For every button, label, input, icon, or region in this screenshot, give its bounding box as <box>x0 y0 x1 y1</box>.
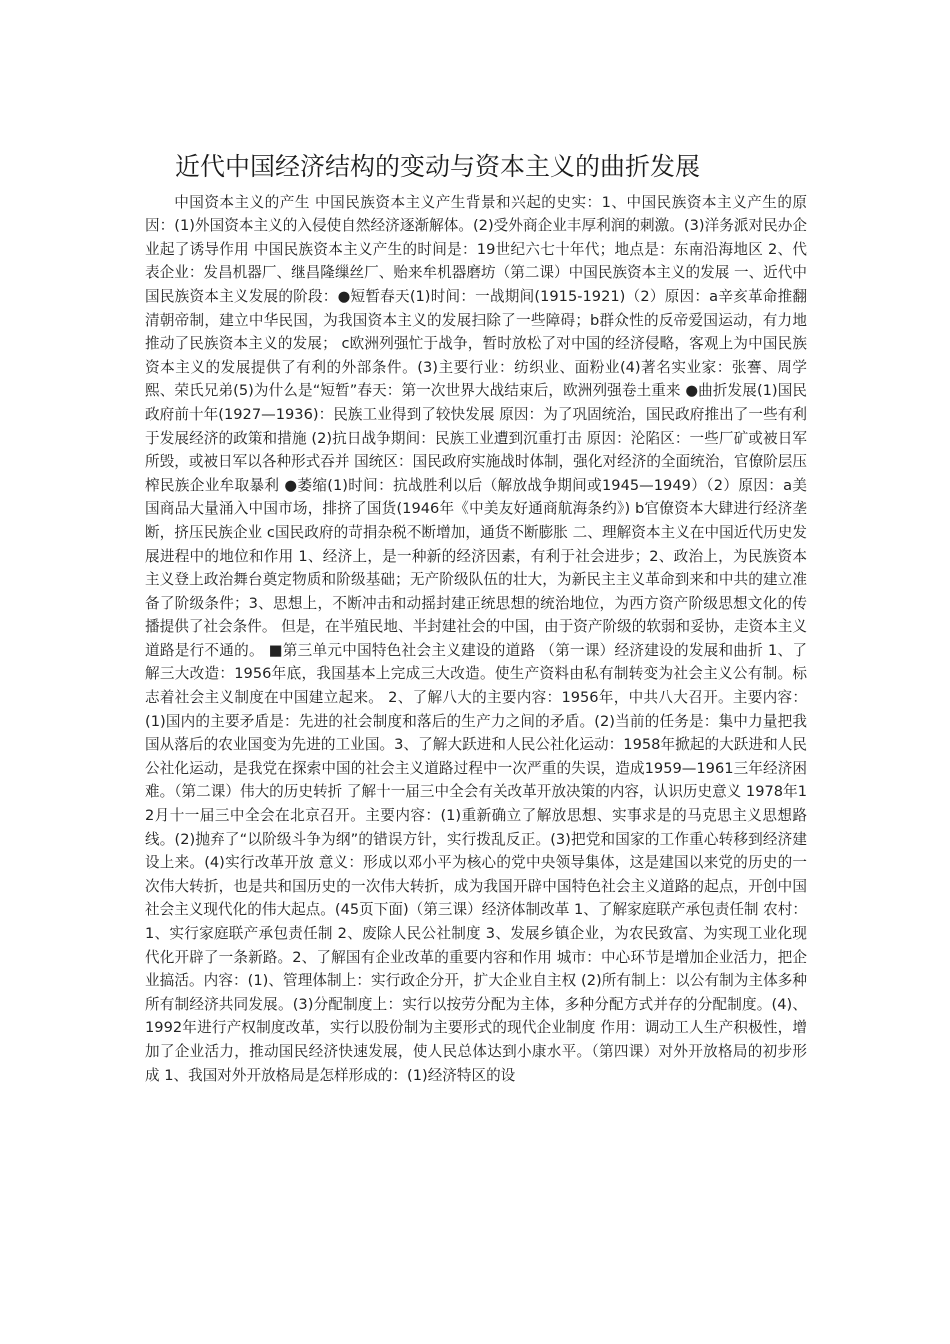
document-title: 近代中国经济结构的变动与资本主义的曲折发展 <box>175 151 701 181</box>
document-body-paragraph: 中国资本主义的产生 中国民族资本主义产生背景和兴起的史实：1、中国民族资本主义产生的原因：(1)外国资本主义的入侵使自然经济逐渐解体。(2)受外商企业丰厚利润的刺激。(3)洋务派对民办企业起了诱导作用 中国民族资本主义产生的时间是：19世纪六七十年代；地点是：东南沿海地区 2、代表企业：发昌机器厂、继昌隆缫丝厂、贻来牟机器磨坊（第二课）中国民族资本主义的发展 一、近代中国民族资本主义发展的阶段：●短暂春天(1)时间：一战期间(1915-1921)（2）原因：a辛亥革命推翻清朝帝制，建立中华民国，为我国资本主义的发展扫除了一些障碍；b群众性的反帝爱国运动，有力地推动了民族资本主义的发展； c欧洲列强忙于战争，暂时放松了对中国的经济侵略，客观上为中国民族资本主义的发展提供了有利的外部条件。(3)主要行业：纺织业、面粉业(4)著名实业家：张謇、周学熙、荣氏兄弟(5)为什么是“短暂”春天：第一次世界大战结束后，欧洲列强卷土重来 ●曲折发展(1)国民政府前十年(1927—1936)：民族工业得到了较快发展 原因：为了巩固统治，国民政府推出了一些有利于发展经济的政策和措施 (2)抗日战争期间：民族工业遭到沉重打击 原因：沦陷区：一些厂矿或被日军所毁，或被日军以各种形式吞并 国统区：国民政府实施战时体制，强化对经济的全面统治，官僚阶层压榨民族企业牟取暴利 ●萎缩(1)时间：抗战胜利以后（解放战争期间或1945—1949）（2）原因：a美国商品大量涌入中国市场，排挤了国货(1946年《中美友好通商航海条约》) b官僚资本大肆进行经济垄断，挤压民族企业 c国民政府的苛捐杂税不断增加，通货不断膨胀 二、理解资本主义在中国近代历史发展进程中的地位和作用 1、经济上，是一种新的经济因素，有利于社会进步；2、政治上，为民族资本主义登上政治舞台奠定物质和阶级基础；无产阶级队伍的壮大，为新民主主义革命到来和中共的建立准备了阶级条件；3、思想上，不断冲击和动摇封建正统思想的统治地位，为西方资产阶级思想文化的传播提供了社会条件。 但是，在半殖民地、半封建社会的中国，由于资产阶级的软弱和妥协，走资本主义道路是行不通的。 ■第三单元中国特色社会主义建设的道路 （第一课）经济建设的发展和曲折 1、了解三大改造：1956年底，我国基本上完成三大改造。使生产资料由私有制转变为社会主义公有制。标志着社会主义制度在中国建立起来。 2、了解八大的主要内容：1956年，中共八大召开。主要内容：(1)国内的主要矛盾是：先进的社会制度和落后的生产力之间的矛盾。(2)当前的任务是：集中力量把我国从落后的农业国变为先进的工业国。3、了解大跃进和人民公社化运动：1958年掀起的大跃进和人民公社化运动，是我党在探索中国的社会主义道路过程中一次严重的失误，造成1959—1961三年经济困难。（第二课）伟大的历史转折 了解十一届三中全会有关改革开放决策的内容，认识历史意义 1978年12月十一届三中全会在北京召开。主要内容：(1)重新确立了解放思想、实事求是的马克思主义思想路线。(2)抛弃了“以阶级斗争为纲”的错误方针，实行拨乱反正。(3)把党和国家的工作重心转移到经济建设上来。(4)实行改革开放 意义：形成以邓小平为核心的党中央领导集体，这是建国以来党的历史的一次伟大转折，也是共和国历史的一次伟大转折，成为我国开辟中国特色社会主义道路的起点，开创中国社会主义现代化的伟大起点。(45页下面)（第三课）经济体制改革 1、了解家庭联产承包责任制 农村：1、实行家庭联产承包责任制 2、废除人民公社制度 3、发展乡镇企业，为农民致富、为实现工业化现代化开辟了一条新路。2、了解国有企业改革的重要内容和作用 城市：中心环节是增加企业活力，把企业搞活。内容：(1)、管理体制上：实行政企分开，扩大企业自主权 (2)所有制上：以公有制为主体多种所有制经济共同发展。(3)分配制度上：实行以按劳分配为主体，多种分配方式并存的分配制度。(4)、1992年进行产权制度改革，实行以股份制为主要形式的现代企业制度 作用：调动工人生产积极性，增加了企业活力，推动国民经济快速发展，使人民总体达到小康水平。（第四课）对外开放格局的初步形成 1、我国对外开放格局是怎样形成的：(1)经济特区的设 <box>145 193 807 1084</box>
